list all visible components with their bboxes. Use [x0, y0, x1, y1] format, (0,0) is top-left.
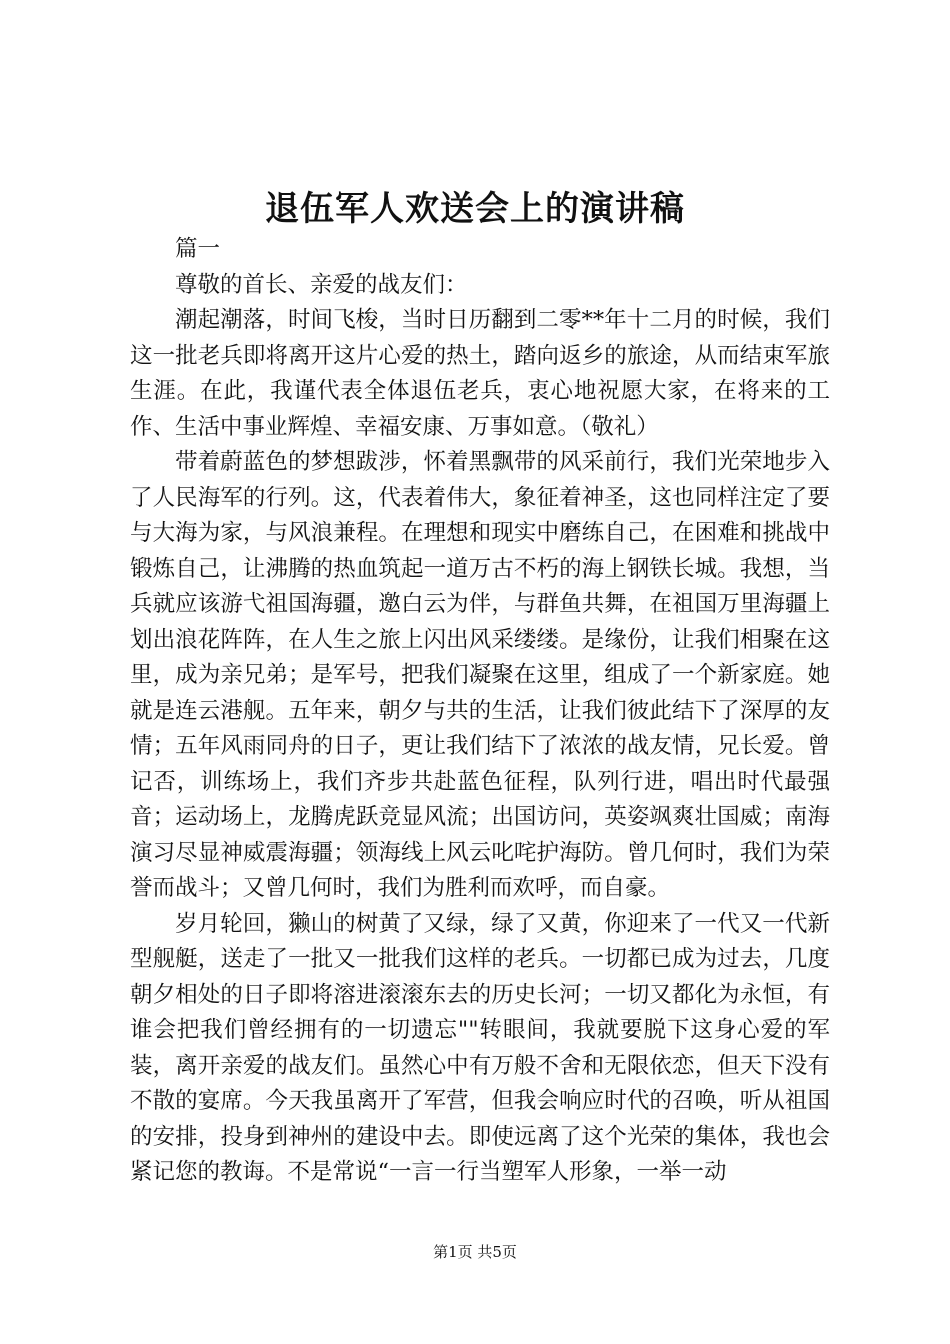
page-footer: 第1页 共5页 — [433, 1243, 517, 1261]
document-body — [130, 232, 830, 1191]
body-paragraph: 潮起潮落，时间飞梭，当时日历翻到二零**年十二月的时候，我们这一批老兵即将离开这片心爱的热土，踏向返乡的旅途，从而结束军旅生涯。在此，我谨代表全体退伍老兵，衷心地祝愿大家，在将来的工作、生活中事业辉煌、幸福安康、万事如意。（敬礼） — [130, 307, 830, 440]
salutation: 尊敬的首长、亲爱的战友们： — [175, 271, 468, 298]
section-heading: 篇一 — [175, 236, 221, 262]
document-title: 退伍军人欢送会上的演讲稿 — [265, 189, 685, 229]
body-paragraph: 岁月轮回，獭山的树黄了又绿，绿了又黄，你迎来了一代又一代新型舰艇，送走了一批又一批我们这样的老兵。一切都已成为过去，几度朝夕相处的日子即将溶进滚滚东去的历史长河；一切又都化为永恒，有谁会把我们曾经拥有的一切遗忘""转眼间，我就要脱下这身心爱的军装，离开亲爱的战友们。虽然心中有万般不舍和无限依恋，但天下没有不散的宴席。今天我虽离开了军营，但我会响应时代的召唤，听从祖国的安排，投身到神州的建设中去。即使远离了这个光荣的集体，我也会紧记您的教诲。不是常说“一言一行当塑军人形象，一举一动 — [130, 910, 830, 1185]
body-paragraph: 带着蔚蓝色的梦想跋涉，怀着黑飘带的风采前行，我们光荣地步入了人民海军的行列。这，代表着伟大，象征着神圣，这也同样注定了要与大海为家，与风浪兼程。在理想和现实中磨练自己，在困难和挑战中锻炼自己，让沸腾的热血筑起一道万古不朽的海上钢铁长城。我想，当兵就应该游弋祖国海疆，邀白云为伴，与群鱼共舞，在祖国万里海疆上划出浪花阵阵，在人生之旅上闪出风采缕缕。是缘份，让我们相聚在这里，成为亲兄弟；是军号，把我们凝聚在这里，组成了一个新家庭。她就是连云港舰。五年来，朝夕与共的生活，让我们彼此结下了深厚的友情；五年风雨同舟的日子，更让我们结下了浓浓的战友情，兄长爱。曾记否，训练场上，我们齐步共赴蓝色征程，队列行进，唱出时代最强音；运动场上，龙腾虎跃竞显风流；出国访问，英姿飒爽壮国威；南海演习尽显神威震海疆；领海线上风云叱咤护海防。曾几何时，我们为荣誉而战斗；又曾几何时，我们为胜利而欢呼，而自豪。 — [130, 449, 830, 901]
